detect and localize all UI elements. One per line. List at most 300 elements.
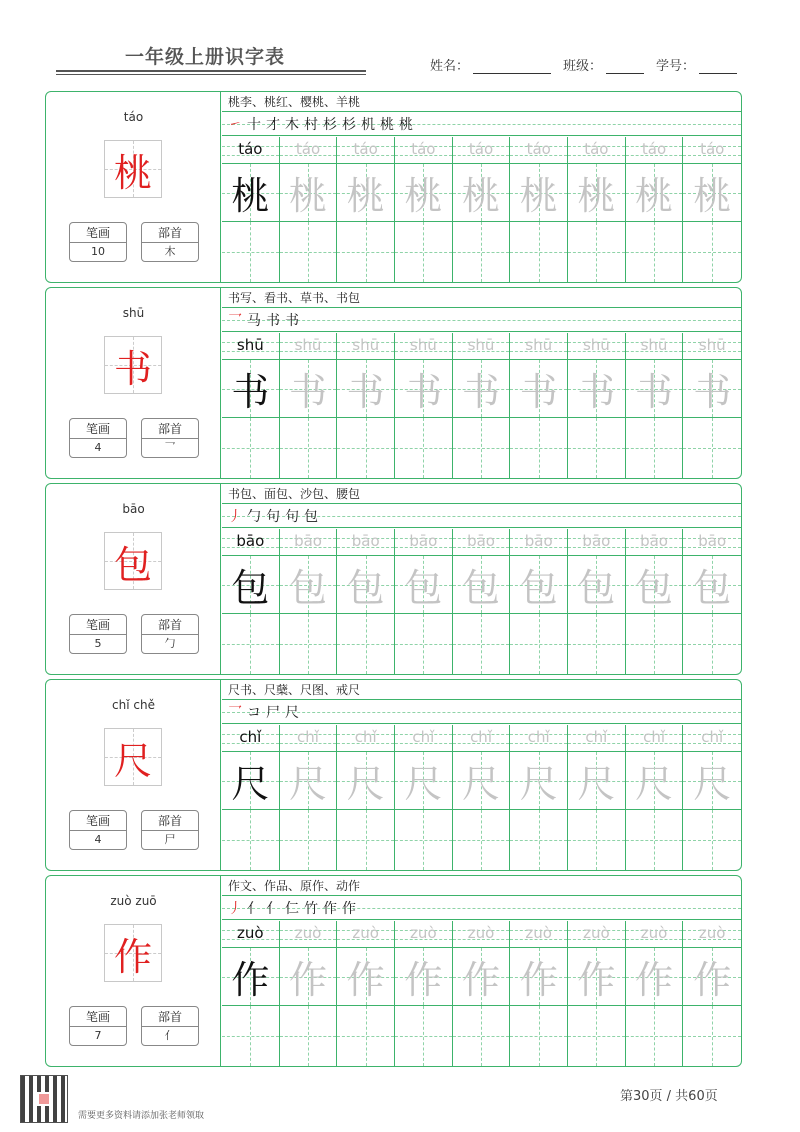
practice-column: [337, 921, 395, 1066]
trace-char: 尺: [693, 762, 732, 806]
practice-column: [453, 921, 511, 1066]
stroke-step: ㇀: [228, 116, 242, 133]
char-cell[interactable]: [337, 556, 394, 614]
blank-writing-cell[interactable]: [568, 810, 625, 870]
stroke-step: 丿: [228, 508, 242, 525]
pinyin-cell: [683, 137, 741, 164]
pinyin-cell: [568, 725, 625, 752]
stroke-count-label: 笔画: [70, 615, 126, 635]
char-info-panel: [46, 92, 221, 282]
stroke-step: 作: [323, 900, 337, 917]
blank-writing-cell[interactable]: [453, 418, 510, 478]
pinyin-cell: [337, 137, 394, 164]
stroke-step: 十: [247, 116, 261, 133]
practice-column: [510, 137, 568, 282]
practice-column: [510, 333, 568, 478]
practice-column: [510, 529, 568, 674]
char-cell[interactable]: [453, 752, 510, 810]
practice-column: [337, 333, 395, 478]
practice-column: [395, 137, 453, 282]
pinyin-cell: [280, 333, 337, 360]
char-card: [45, 483, 742, 675]
stroke-step: 尺: [285, 704, 299, 721]
blank-writing-cell[interactable]: [510, 222, 567, 282]
blank-writing-cell[interactable]: [395, 418, 452, 478]
blank-writing-cell[interactable]: [337, 1006, 394, 1066]
word-list: 书包、面包、沙包、腰包: [222, 484, 741, 504]
blank-writing-cell[interactable]: [453, 614, 510, 674]
blank-writing-cell[interactable]: [683, 810, 741, 870]
pinyin-cell: [510, 333, 567, 360]
blank-writing-cell[interactable]: [222, 1006, 279, 1066]
practice-panel: [222, 92, 741, 282]
trace-char: 书: [346, 370, 385, 414]
char-pinyin: táo: [123, 110, 144, 124]
pinyin-cell: [280, 529, 337, 556]
big-char: 包: [113, 542, 152, 587]
page-title: 一年级上册识字表: [124, 46, 285, 68]
blank-writing-cell[interactable]: [222, 222, 279, 282]
blank-writing-cell[interactable]: [280, 1006, 337, 1066]
char-cell[interactable]: [337, 360, 394, 418]
trace-char: 尺: [404, 762, 443, 806]
char-cell[interactable]: [453, 164, 510, 222]
pinyin-cell: [453, 921, 510, 948]
char-cell[interactable]: [280, 752, 337, 810]
char-cell[interactable]: [683, 948, 741, 1006]
char-display-box: [104, 140, 162, 198]
trace-pinyin: táo: [526, 140, 551, 158]
trace-pinyin: bāo: [351, 532, 380, 550]
pinyin-cell: [222, 333, 279, 360]
stroke-step: 亻: [247, 900, 261, 917]
pinyin-cell: [568, 333, 625, 360]
char-cell[interactable]: [453, 948, 510, 1006]
blank-writing-cell[interactable]: [337, 614, 394, 674]
blank-writing-cell[interactable]: [626, 222, 683, 282]
pinyin-cell: [395, 725, 452, 752]
stroke-count-box: [69, 614, 127, 654]
practice-column: [337, 725, 395, 870]
char-cell[interactable]: [568, 752, 625, 810]
blank-writing-cell[interactable]: [395, 614, 452, 674]
blank-writing-cell[interactable]: [453, 1006, 510, 1066]
blank-writing-cell[interactable]: [568, 222, 625, 282]
char-cell[interactable]: [222, 948, 279, 1006]
char-display-box: [104, 336, 162, 394]
char-cell[interactable]: [626, 556, 683, 614]
pinyin-cell: [337, 921, 394, 948]
trace-pinyin: zuò: [410, 924, 437, 942]
stroke-step: 书: [266, 312, 280, 329]
trace-char: 作: [635, 958, 674, 1002]
trace-char: 包: [346, 566, 385, 610]
pinyin-cell: [337, 725, 394, 752]
stroke-count-label: 笔画: [70, 811, 126, 831]
blank-writing-cell[interactable]: [626, 1006, 683, 1066]
practice-column: [395, 333, 453, 478]
pinyin-cell: [222, 137, 279, 164]
blank-writing-cell[interactable]: [395, 810, 452, 870]
trace-pinyin: táo: [411, 140, 436, 158]
char-display-box: [104, 728, 162, 786]
trace-char: 书: [577, 370, 616, 414]
stroke-step: 马: [247, 312, 261, 329]
pinyin-cell: [568, 137, 625, 164]
trace-char: 尺: [462, 762, 501, 806]
stroke-step: 乛: [228, 704, 242, 721]
char-cell[interactable]: [280, 556, 337, 614]
blank-writing-cell[interactable]: [510, 614, 567, 674]
title-underline-thin: [56, 74, 366, 75]
stroke-step: 仁: [285, 900, 299, 917]
pinyin-cell: [626, 921, 683, 948]
practice-column: [568, 921, 626, 1066]
radical-value: 木: [164, 245, 176, 258]
blank-writing-cell[interactable]: [337, 810, 394, 870]
pinyin-cell: [626, 333, 683, 360]
practice-column: [280, 529, 338, 674]
stroke-step: 机: [361, 116, 375, 133]
trace-pinyin: bāo: [640, 532, 668, 550]
char-cell[interactable]: [626, 164, 683, 222]
char-cell[interactable]: [510, 164, 567, 222]
name-label: 姓名：: [430, 59, 470, 74]
char-pinyin: zuò zuō: [110, 894, 157, 908]
blank-writing-cell[interactable]: [222, 614, 279, 674]
stroke-count-box: [69, 810, 127, 850]
trace-char: 书: [635, 370, 674, 414]
blank-writing-cell[interactable]: [568, 418, 625, 478]
qr-code: [20, 1075, 68, 1123]
radical-label: 部首: [142, 223, 198, 243]
pinyin-cell: [453, 529, 510, 556]
trace-pinyin: bāo: [294, 532, 322, 550]
blank-writing-cell[interactable]: [395, 1006, 452, 1066]
pinyin-cell: [683, 921, 741, 948]
stroke-step: 包: [304, 508, 318, 525]
blank-writing-cell[interactable]: [453, 222, 510, 282]
trace-char: 桃: [289, 174, 328, 218]
trace-pinyin: bāo: [467, 532, 495, 550]
trace-pinyin: chǐ: [527, 728, 550, 746]
trace-char: 尺: [519, 762, 558, 806]
practice-column: [510, 725, 568, 870]
practice-column: [395, 529, 453, 674]
pinyin-cell: [280, 921, 337, 948]
char-cell[interactable]: [510, 360, 567, 418]
stroke-count-box: [69, 222, 127, 262]
blank-writing-cell[interactable]: [280, 418, 337, 478]
radical-box: [141, 418, 199, 458]
pinyin-cell: [626, 725, 683, 752]
char-cell[interactable]: [626, 752, 683, 810]
char-cell[interactable]: [683, 752, 741, 810]
student-fields: [430, 55, 737, 74]
practice-column: [222, 529, 280, 674]
practice-grid: [222, 137, 741, 282]
practice-column: [337, 529, 395, 674]
trace-char: 包: [693, 566, 732, 610]
blank-writing-cell[interactable]: [510, 810, 567, 870]
trace-pinyin: zuò: [698, 924, 726, 942]
char-cell[interactable]: [626, 948, 683, 1006]
pinyin-cell: [510, 529, 567, 556]
stroke-order: [222, 896, 741, 920]
stroke-step: 杉: [323, 116, 337, 133]
stroke-step: コ: [247, 704, 261, 721]
stroke-count-value: 7: [94, 1029, 102, 1042]
stroke-count-label: 笔画: [70, 1007, 126, 1027]
char-cell[interactable]: [395, 360, 452, 418]
qr-avatar-icon: [37, 1092, 51, 1106]
practice-column: [222, 137, 280, 282]
pinyin-cell: [683, 529, 741, 556]
char-cell[interactable]: [510, 752, 567, 810]
blank-writing-cell[interactable]: [683, 1006, 741, 1066]
trace-pinyin: táo: [353, 140, 378, 158]
stroke-step: 桃: [399, 116, 413, 133]
trace-char: 尺: [635, 762, 674, 806]
stroke-count-value: 10: [91, 245, 105, 258]
footer-note: 需要更多资料请添加张老师领取: [78, 1111, 205, 1121]
char-cell[interactable]: [395, 948, 452, 1006]
pinyin-cell: [626, 137, 683, 164]
trace-char: 包: [404, 566, 443, 610]
char-cell[interactable]: [683, 164, 741, 222]
char-cell[interactable]: [395, 556, 452, 614]
trace-pinyin: zuò: [352, 924, 379, 942]
char-cell[interactable]: [337, 948, 394, 1006]
big-char: 书: [113, 346, 152, 391]
stroke-step: 竹: [304, 900, 318, 917]
trace-char: 尺: [346, 762, 385, 806]
char-cell[interactable]: [337, 164, 394, 222]
pinyin-cell: [395, 529, 452, 556]
trace-char: 作: [462, 958, 501, 1002]
stroke-count-value: 5: [94, 637, 102, 650]
big-char: 桃: [113, 150, 152, 195]
practice-column: [453, 333, 511, 478]
practice-column: [280, 921, 338, 1066]
trace-pinyin: chǐ: [470, 728, 492, 746]
blank-writing-cell[interactable]: [568, 1006, 625, 1066]
char-card: [45, 679, 742, 871]
char-cell[interactable]: [683, 556, 741, 614]
char-cell[interactable]: [395, 164, 452, 222]
practice-column: [626, 333, 684, 478]
stroke-count-label: 笔画: [70, 223, 126, 243]
class-field[interactable]: [606, 58, 644, 74]
trace-pinyin: shū: [582, 336, 610, 354]
blank-writing-cell[interactable]: [683, 614, 741, 674]
trace-char: 作: [577, 958, 616, 1002]
char-cell[interactable]: [222, 164, 279, 222]
stroke-step: 杉: [342, 116, 356, 133]
blank-writing-cell[interactable]: [510, 1006, 567, 1066]
trace-pinyin: zuò: [640, 924, 668, 942]
char-card: [45, 91, 742, 283]
pinyin-cell: [453, 137, 510, 164]
blank-writing-cell[interactable]: [222, 810, 279, 870]
name-field[interactable]: [473, 58, 551, 74]
blank-writing-cell[interactable]: [453, 810, 510, 870]
trace-char: 桃: [462, 174, 501, 218]
word-list: 书写、看书、草书、书包: [222, 288, 741, 308]
practice-column: [280, 725, 338, 870]
practice-grid: [222, 529, 741, 674]
practice-column: [222, 725, 280, 870]
stroke-order: [222, 504, 741, 528]
practice-panel: [222, 876, 741, 1066]
char-cell[interactable]: [222, 556, 279, 614]
radical-label: 部首: [142, 1007, 198, 1027]
trace-char: 作: [693, 958, 732, 1002]
practice-column: [568, 137, 626, 282]
radical-value: 勹: [164, 637, 176, 650]
radical-box: [141, 1006, 199, 1046]
practice-column: [683, 529, 741, 674]
model-pinyin: bāo: [236, 532, 265, 550]
model-char: 作: [231, 958, 270, 1002]
practice-column: [626, 921, 684, 1066]
char-cell[interactable]: [510, 948, 567, 1006]
stroke-count-label: 笔画: [70, 419, 126, 439]
trace-pinyin: táo: [584, 140, 609, 158]
practice-column: [568, 333, 626, 478]
char-pinyin: bāo: [122, 502, 145, 516]
trace-pinyin: zuò: [294, 924, 322, 942]
blank-writing-cell[interactable]: [222, 418, 279, 478]
radical-label: 部首: [142, 811, 198, 831]
char-cell[interactable]: [280, 360, 337, 418]
trace-char: 桃: [346, 174, 385, 218]
char-cell[interactable]: [222, 752, 279, 810]
char-info-panel: [46, 484, 221, 674]
char-cell[interactable]: [453, 360, 510, 418]
trace-pinyin: táo: [468, 140, 494, 158]
stroke-count-value: 4: [94, 441, 102, 454]
practice-column: [683, 333, 741, 478]
blank-writing-cell[interactable]: [626, 418, 683, 478]
trace-char: 桃: [693, 174, 732, 218]
stroke-step: 尸: [266, 704, 280, 721]
trace-char: 桃: [577, 174, 616, 218]
practice-column: [568, 725, 626, 870]
radical-value: 亻: [164, 1029, 176, 1042]
pinyin-cell: [510, 137, 567, 164]
char-cell[interactable]: [280, 164, 337, 222]
radical-box: [141, 810, 199, 850]
radical-value: 乛: [164, 441, 176, 454]
number-label: 学号：: [656, 59, 696, 74]
blank-writing-cell[interactable]: [280, 222, 337, 282]
practice-column: [626, 725, 684, 870]
pinyin-cell: [510, 725, 567, 752]
blank-writing-cell[interactable]: [683, 418, 741, 478]
title-underline: [56, 70, 366, 72]
trace-char: 包: [462, 566, 501, 610]
radical-label: 部首: [142, 615, 198, 635]
trace-pinyin: shū: [640, 336, 668, 354]
practice-column: [510, 921, 568, 1066]
practice-column: [683, 921, 741, 1066]
pinyin-cell: [280, 137, 337, 164]
stroke-step: 乛: [228, 312, 242, 329]
blank-writing-cell[interactable]: [337, 418, 394, 478]
char-cell[interactable]: [568, 360, 625, 418]
practice-column: [222, 921, 280, 1066]
trace-pinyin: chǐ: [297, 728, 319, 746]
stroke-order: [222, 700, 741, 724]
char-cell[interactable]: [510, 556, 567, 614]
trace-char: 书: [462, 370, 501, 414]
char-cell[interactable]: [395, 752, 452, 810]
trace-pinyin: bāo: [409, 532, 438, 550]
char-cell[interactable]: [453, 556, 510, 614]
char-cell[interactable]: [626, 360, 683, 418]
trace-pinyin: shū: [409, 336, 437, 354]
char-cell[interactable]: [222, 360, 279, 418]
blank-writing-cell[interactable]: [683, 222, 741, 282]
pinyin-cell: [395, 921, 452, 948]
practice-column: [453, 725, 511, 870]
char-cell[interactable]: [280, 948, 337, 1006]
model-pinyin: shū: [236, 336, 264, 354]
trace-pinyin: shū: [352, 336, 380, 354]
radical-value: 尸: [164, 833, 176, 846]
trace-pinyin: shū: [294, 336, 322, 354]
pinyin-cell: [222, 921, 279, 948]
big-char: 尺: [113, 738, 152, 783]
trace-char: 作: [289, 958, 328, 1002]
pinyin-cell: [683, 725, 741, 752]
pinyin-cell: [222, 529, 279, 556]
blank-writing-cell[interactable]: [395, 222, 452, 282]
char-cell[interactable]: [568, 948, 625, 1006]
blank-writing-cell[interactable]: [626, 614, 683, 674]
stroke-step: 书: [285, 312, 299, 329]
blank-writing-cell[interactable]: [568, 614, 625, 674]
blank-writing-cell[interactable]: [626, 810, 683, 870]
practice-grid: [222, 725, 741, 870]
number-field[interactable]: [699, 58, 737, 74]
char-cell[interactable]: [568, 556, 625, 614]
blank-writing-cell[interactable]: [510, 418, 567, 478]
char-cell[interactable]: [683, 360, 741, 418]
radical-box: [141, 614, 199, 654]
model-char: 包: [231, 566, 270, 610]
trace-pinyin: chǐ: [412, 728, 435, 746]
char-cell[interactable]: [337, 752, 394, 810]
pinyin-cell: [568, 921, 625, 948]
trace-pinyin: zuò: [467, 924, 495, 942]
blank-writing-cell[interactable]: [337, 222, 394, 282]
blank-writing-cell[interactable]: [280, 810, 337, 870]
trace-char: 作: [519, 958, 558, 1002]
char-cell[interactable]: [568, 164, 625, 222]
practice-column: [280, 333, 338, 478]
trace-pinyin: chǐ: [643, 728, 665, 746]
trace-char: 尺: [577, 762, 616, 806]
trace-char: 书: [404, 370, 443, 414]
word-list: 尺书、尺蘖、尺图、戒尺: [222, 680, 741, 700]
trace-pinyin: táo: [295, 140, 321, 158]
blank-writing-cell[interactable]: [280, 614, 337, 674]
stroke-count-box: [69, 418, 127, 458]
pinyin-cell: [453, 725, 510, 752]
stroke-order: [222, 112, 741, 136]
